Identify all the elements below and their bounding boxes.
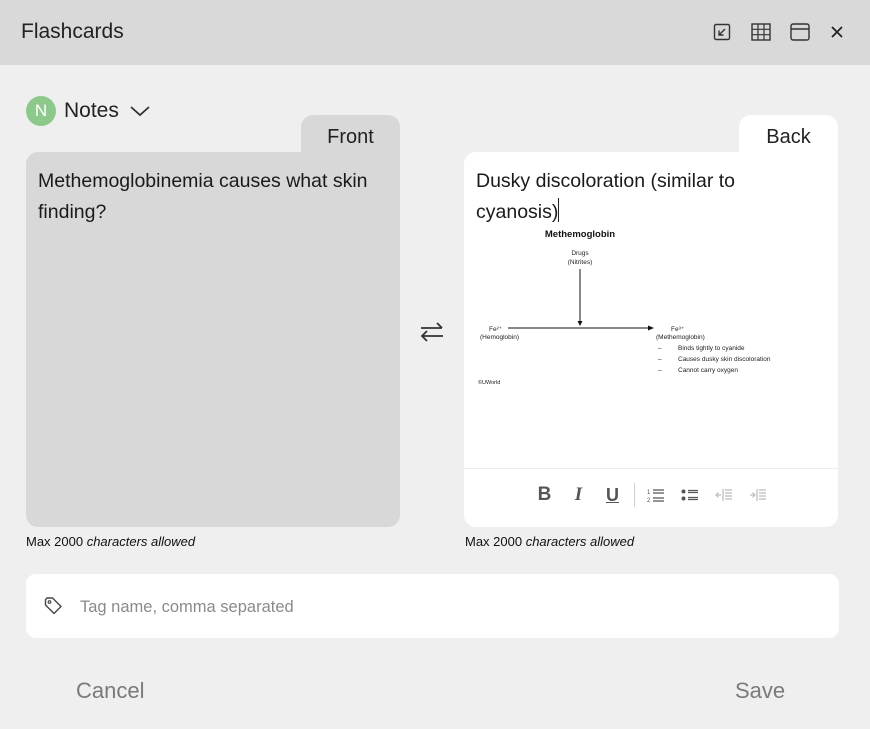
diagram-right-arrowhead bbox=[648, 326, 654, 331]
diagram-bullet: Cannot carry oxygen bbox=[678, 367, 738, 374]
diagram-bullet: Binds tightly to cyanide bbox=[678, 345, 745, 352]
outdent-icon[interactable] bbox=[707, 483, 741, 507]
tag-input[interactable] bbox=[78, 590, 822, 624]
title-bar bbox=[0, 0, 870, 65]
diagram-bullet: Causes dusky skin discoloration bbox=[678, 356, 771, 363]
back-char-limit-prefix: Max 2000 bbox=[465, 534, 526, 549]
diagram-left-ion: Fe²⁺ bbox=[489, 326, 503, 333]
diagram-left-label: (Hemoglobin) bbox=[480, 334, 520, 341]
tab-front[interactable]: Front bbox=[301, 115, 400, 159]
cancel-button[interactable]: Cancel bbox=[76, 678, 145, 703]
deck-name: Notes bbox=[64, 99, 119, 122]
deck-selector[interactable] bbox=[26, 96, 151, 126]
diagram-cause-line2: (Nitrites) bbox=[567, 259, 593, 266]
deck-avatar: N bbox=[26, 96, 56, 126]
diagram-bullet-dash: – bbox=[658, 367, 662, 374]
collapse-icon[interactable] bbox=[712, 22, 732, 42]
tab-back[interactable]: Back bbox=[739, 115, 838, 159]
italic-button[interactable]: I bbox=[574, 484, 583, 505]
diagram-cause-line1: Drugs bbox=[571, 250, 589, 257]
bold-button[interactable]: B bbox=[537, 484, 552, 505]
back-char-limit bbox=[465, 534, 634, 549]
front-char-limit bbox=[26, 534, 195, 549]
diagram-title: Methemoglobin bbox=[544, 229, 616, 240]
tag-icon bbox=[44, 597, 64, 620]
front-char-limit-prefix: Max 2000 bbox=[26, 534, 87, 549]
back-char-limit-em: characters allowed bbox=[525, 534, 635, 549]
diagram-right-ion: Fe³⁺ bbox=[671, 326, 685, 333]
swap-sides-icon[interactable] bbox=[418, 320, 446, 344]
grid-icon[interactable] bbox=[751, 22, 771, 42]
back-card-editor[interactable] bbox=[464, 152, 838, 527]
tag-field[interactable] bbox=[26, 574, 839, 638]
front-text[interactable]: Methemoglobinemia causes what skin finding? bbox=[38, 170, 368, 223]
diagram-copyright: ©UWorld bbox=[478, 380, 501, 386]
diagram-bullet-dash: – bbox=[658, 345, 662, 352]
diagram-bullet-dash: – bbox=[658, 356, 662, 363]
back-text[interactable]: Dusky discoloration (similar to cyanosis) bbox=[476, 170, 735, 223]
toolbar-separator bbox=[634, 483, 635, 507]
indent-icon[interactable] bbox=[741, 483, 775, 507]
diagram-down-arrowhead bbox=[578, 321, 583, 326]
numbered-list-icon[interactable] bbox=[639, 483, 673, 507]
front-card-editor[interactable] bbox=[26, 152, 400, 527]
diagram-right-label: (Methemoglobin) bbox=[656, 334, 705, 341]
chevron-down-icon bbox=[129, 104, 151, 118]
bullet-list-icon[interactable] bbox=[673, 483, 707, 507]
svg-text:2: 2 bbox=[646, 498, 650, 503]
front-char-limit-em: characters allowed bbox=[86, 534, 196, 549]
toolbar-divider bbox=[464, 468, 838, 469]
close-icon[interactable] bbox=[827, 22, 847, 42]
window-icon[interactable] bbox=[790, 22, 810, 42]
back-text-wrap[interactable] bbox=[476, 166, 822, 228]
svg-text:1: 1 bbox=[646, 490, 650, 496]
dialog-title: Flashcards bbox=[21, 20, 124, 43]
save-button[interactable]: Save bbox=[735, 678, 786, 703]
underline-button[interactable]: U bbox=[606, 484, 619, 505]
format-toolbar bbox=[464, 482, 838, 508]
methemoglobin-diagram bbox=[472, 224, 812, 394]
text-caret bbox=[558, 198, 559, 222]
